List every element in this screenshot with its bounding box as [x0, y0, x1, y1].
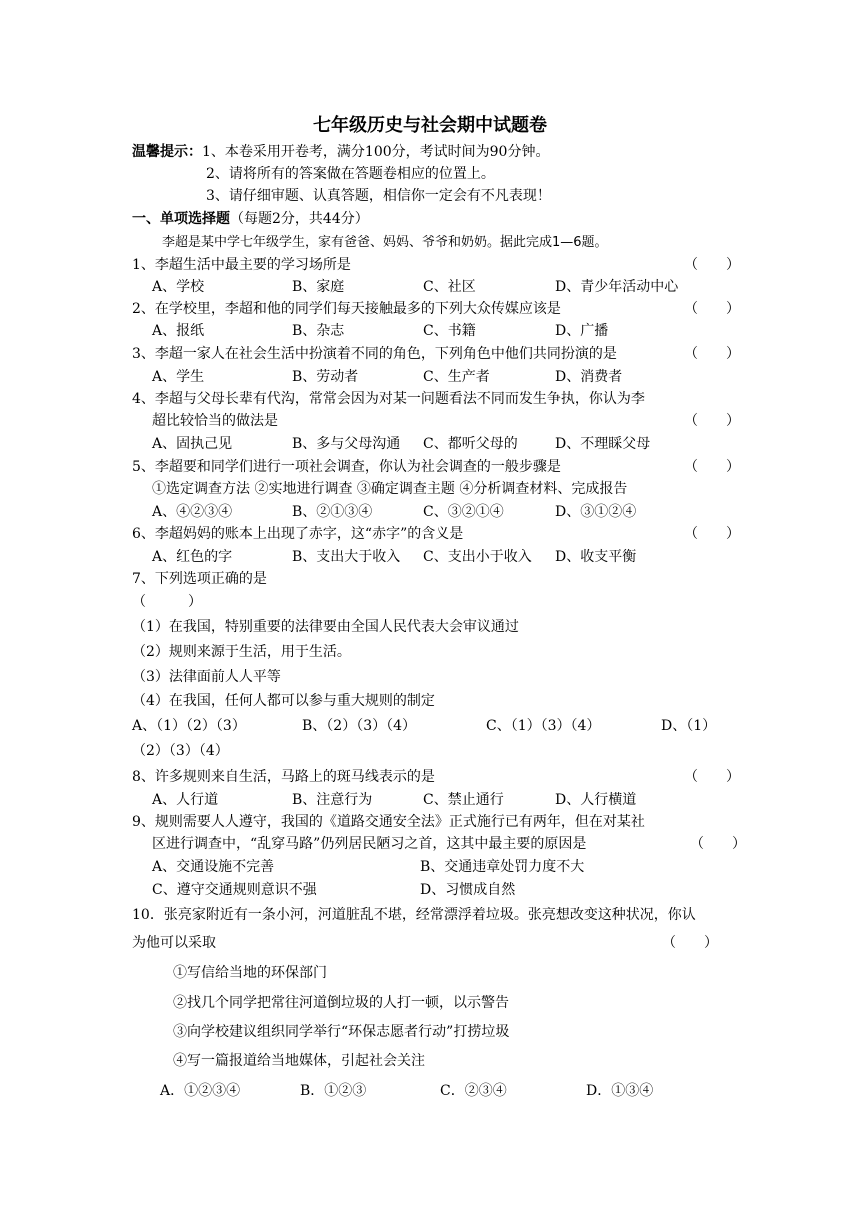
q7-option-b: B、（2）（3）（4） — [302, 718, 417, 734]
tips-line-3: 3、请仔细审题、认真答题，相信你一定会有不凡表现！ — [206, 188, 551, 204]
q7-option-d-cont: （2）（3）（4） — [132, 743, 229, 759]
question-1: 1、李超生活中最主要的学习场所是 — [132, 257, 351, 273]
q3-option-b: B、劳动者 — [292, 369, 359, 385]
q7-item-1: （1）在我国，特别重要的法律要由全国人民代表大会审议通过 — [132, 619, 519, 635]
question-10-cont: 为他可以采取 — [132, 935, 216, 951]
q8-option-a: A、人行道 — [152, 792, 219, 808]
answer-paren-5: （ ） — [684, 459, 740, 475]
answer-paren-1: （ ） — [684, 257, 740, 273]
q4-option-a: A、固执己见 — [152, 436, 233, 452]
page-title: 七年级历史与社会期中试题卷 — [313, 115, 547, 136]
q9-option-d: D、习惯成自然 — [420, 882, 516, 898]
q10-option-b: B．①②③ — [300, 1083, 367, 1099]
q7-item-4: （4）在我国，任何人都可以参与重大规则的制定 — [132, 693, 435, 709]
q3-option-d: D、消费者 — [555, 369, 623, 385]
tips-text-1: 1、本卷采用开卷考，满分100分，考试时间为90分钟。 — [202, 144, 550, 160]
q8-option-b: B、注意行为 — [292, 792, 373, 808]
q9-option-a: A、交通设施不完善 — [152, 859, 275, 875]
q5-option-d: D、③①②④ — [555, 504, 637, 520]
q6-option-b: B、支出大于收入 — [292, 549, 401, 565]
q1-option-d: D、青少年活动中心 — [555, 279, 679, 295]
q9-option-b: B、交通违章处罚力度不大 — [420, 859, 585, 875]
q7-option-a: A、（1）（2）（3） — [132, 718, 246, 734]
question-7: 7、下列选项正确的是 — [132, 571, 267, 587]
q3-option-a: A、学生 — [152, 369, 205, 385]
answer-paren-10: （ ） — [662, 935, 718, 951]
q4-option-d: D、不理睬父母 — [555, 436, 651, 452]
q7-item-3: （3）法律面前人人平等 — [132, 669, 281, 685]
question-9-cont: 区进行调查中，“乱穿马路”仍列居民陋习之首，这其中最主要的原因是 — [152, 836, 587, 852]
q8-option-d: D、人行横道 — [555, 792, 637, 808]
question-6: 6、李超妈妈的账本上出现了赤字，这“赤字”的含义是 — [132, 526, 464, 542]
answer-paren-7: （ ） — [132, 594, 202, 610]
question-10: 10．张亮家附近有一条小河，河道脏乱不堪，经常漂浮着垃圾。张亮想改变这种状况，你认 — [132, 907, 696, 923]
q2-option-a: A、报纸 — [152, 323, 205, 339]
q10-option-c: C．②③④ — [440, 1083, 507, 1099]
q2-option-c: C、书籍 — [423, 323, 476, 339]
answer-paren-4: （ ） — [684, 413, 740, 429]
q2-option-b: B、杂志 — [292, 323, 345, 339]
q1-option-b: B、家庭 — [292, 279, 345, 295]
section-title: 一、单项选择题 — [132, 211, 230, 227]
section-note: （每题2分，共44分） — [230, 211, 369, 227]
question-2: 2、在学校里，李超和他的同学们每天接触最多的下列大众传媒应该是 — [132, 301, 561, 317]
q8-option-c: C、禁止通行 — [423, 792, 504, 808]
q5-option-c: C、③②①④ — [423, 504, 504, 520]
q10-item-3: ③向学校建议组织同学举行“环保志愿者行动”打捞垃圾 — [173, 1024, 510, 1040]
question-3: 3、李超一家人在社会生活中扮演着不同的角色，下列角色中他们共同扮演的是 — [132, 346, 617, 362]
answer-paren-9: （ ） — [690, 836, 746, 852]
answer-paren-2: （ ） — [684, 301, 740, 317]
question-5: 5、李超要和同学们进行一项社会调查，你认为社会调查的一般步骤是 — [132, 459, 561, 475]
question-4: 4、李超与父母长辈有代沟，常常会因为对某一问题看法不同而发生争执，你认为李 — [132, 391, 645, 407]
q10-item-1: ①写信给当地的环保部门 — [173, 965, 327, 981]
tips-line-1 — [132, 143, 549, 161]
q7-option-c: C、（1）（3）（4） — [486, 718, 601, 734]
q1-option-a: A、学校 — [152, 279, 205, 295]
answer-paren-8: （ ） — [684, 769, 740, 785]
q7-option-d: D、（1） — [661, 718, 717, 734]
section-lead: 李超是某中学七年级学生，家有爸爸、妈妈、爷爷和奶奶。据此完成1—6题。 — [162, 235, 608, 250]
question-5-steps: ①选定调查方法 ②实地进行调查 ③确定调查主题 ④分析调查材料、完成报告 — [152, 481, 628, 497]
question-9: 9、规则需要人人遵守，我国的《道路交通安全法》正式施行已有两年，但在对某社 — [132, 814, 645, 830]
q4-option-b: B、多与父母沟通 — [292, 436, 401, 452]
q2-option-d: D、广播 — [555, 323, 609, 339]
q7-item-2: （2）规则来源于生活，用于生活。 — [132, 644, 351, 660]
answer-paren-6: （ ） — [684, 526, 740, 542]
answer-paren-3: （ ） — [684, 346, 740, 362]
q6-option-c: C、支出小于收入 — [423, 549, 532, 565]
q5-option-a: A、④②③④ — [152, 504, 233, 520]
question-4-cont: 超比较恰当的做法是 — [152, 413, 278, 429]
q6-option-a: A、红色的字 — [152, 549, 233, 565]
q6-option-d: D、收支平衡 — [555, 549, 637, 565]
question-8: 8、许多规则来自生活，马路上的斑马线表示的是 — [132, 769, 435, 785]
tips-line-2: 2、请将所有的答案做在答题卷相应的位置上。 — [206, 166, 495, 182]
q10-item-2: ②找几个同学把常往河道倒垃圾的人打一顿，以示警告 — [173, 995, 509, 1011]
q10-option-a: A．①②③④ — [160, 1083, 241, 1099]
tips-label: 温馨提示： — [132, 144, 202, 160]
q4-option-c: C、都听父母的 — [423, 436, 518, 452]
q1-option-c: C、社区 — [423, 279, 476, 295]
q9-option-c: C、遵守交通规则意识不强 — [152, 882, 317, 898]
q5-option-b: B、②①③④ — [292, 504, 373, 520]
section-heading — [132, 210, 369, 228]
q10-option-d: D．①③④ — [586, 1083, 654, 1099]
q10-item-4: ④写一篇报道给当地媒体，引起社会关注 — [173, 1053, 425, 1069]
q3-option-c: C、生产者 — [423, 369, 490, 385]
